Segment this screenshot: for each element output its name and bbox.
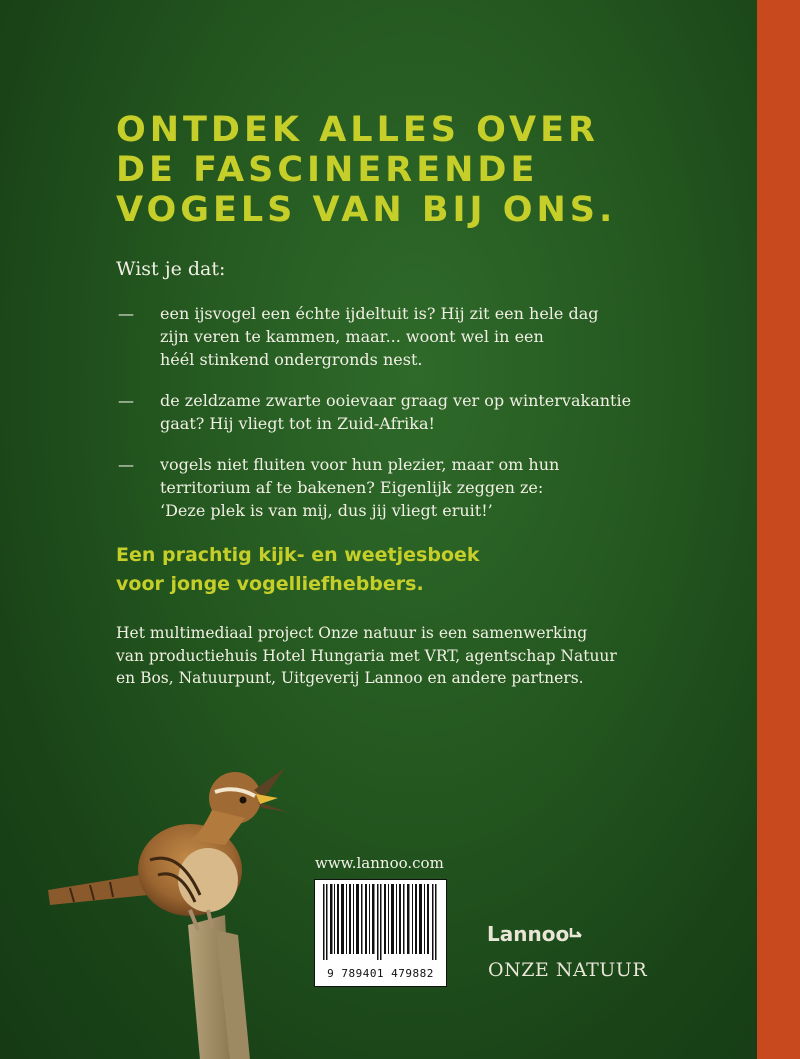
about-line: Het multimediaal project Onze natuur is een samenwerking	[116, 624, 588, 642]
fact-item	[116, 302, 636, 371]
fact-line: gaat? Hij vliegt tot in Zuid-Afrika!	[160, 414, 435, 433]
barcode-bars	[321, 884, 439, 960]
about-line: en Bos, Natuurpunt, Uitgeverij Lannoo en andere partners.	[116, 669, 584, 687]
facts-list	[116, 302, 636, 540]
tagline	[116, 541, 480, 599]
fact-line: een ijsvogel een échte ijdeltuit is? Hij zit een hele dag	[160, 304, 599, 323]
dash-bullet: —	[118, 304, 134, 323]
fact-line: héél stinkend ondergronds nest.	[160, 350, 423, 369]
headline-line: DE FASCINERENDE	[116, 150, 539, 190]
about-line: van productiehuis Hotel Hungaria met VRT, agentschap Natuur	[116, 646, 617, 665]
spine-stripe	[757, 0, 800, 1059]
brand-logo: ONZE NATUUR	[488, 959, 648, 981]
intro-text: Wist je dat:	[116, 258, 226, 280]
publisher-mark-icon	[568, 926, 584, 942]
wren-illustration	[40, 730, 310, 1059]
headline-line: VOGELS VAN BIJ ONS.	[116, 190, 617, 230]
tagline-line: Een prachtig kijk- en weetjesboek	[116, 544, 480, 566]
about-text	[116, 622, 617, 690]
fact-text	[160, 453, 636, 522]
fact-text	[160, 302, 636, 371]
fact-line: vogels niet fluiten voor hun plezier, maar om hun	[160, 455, 560, 474]
website-url: www.lannoo.com	[315, 854, 444, 872]
tagline-line: voor jonge vogelliefhebbers.	[116, 573, 424, 595]
publisher-logo: Lannoo	[487, 922, 570, 946]
fact-item	[116, 453, 636, 522]
fact-text	[160, 389, 636, 435]
fact-item	[116, 389, 636, 435]
fact-line: ‘Deze plek is van mij, dus jij vliegt eruit!’	[160, 501, 493, 520]
headline-line: ONTDEK ALLES OVER	[116, 110, 599, 150]
fact-line: territorium af te bakenen? Eigenlijk zeggen ze:	[160, 478, 544, 497]
headline	[116, 110, 616, 230]
fact-line: de zeldzame zwarte ooievaar graag ver op wintervakantie	[160, 391, 632, 410]
isbn-number: 9 789401 479882	[327, 967, 434, 980]
dash-bullet: —	[118, 391, 134, 410]
isbn-barcode	[314, 879, 447, 987]
fact-line: zijn veren te kammen, maar... woont wel in een	[160, 327, 544, 346]
dash-bullet: —	[118, 455, 134, 474]
